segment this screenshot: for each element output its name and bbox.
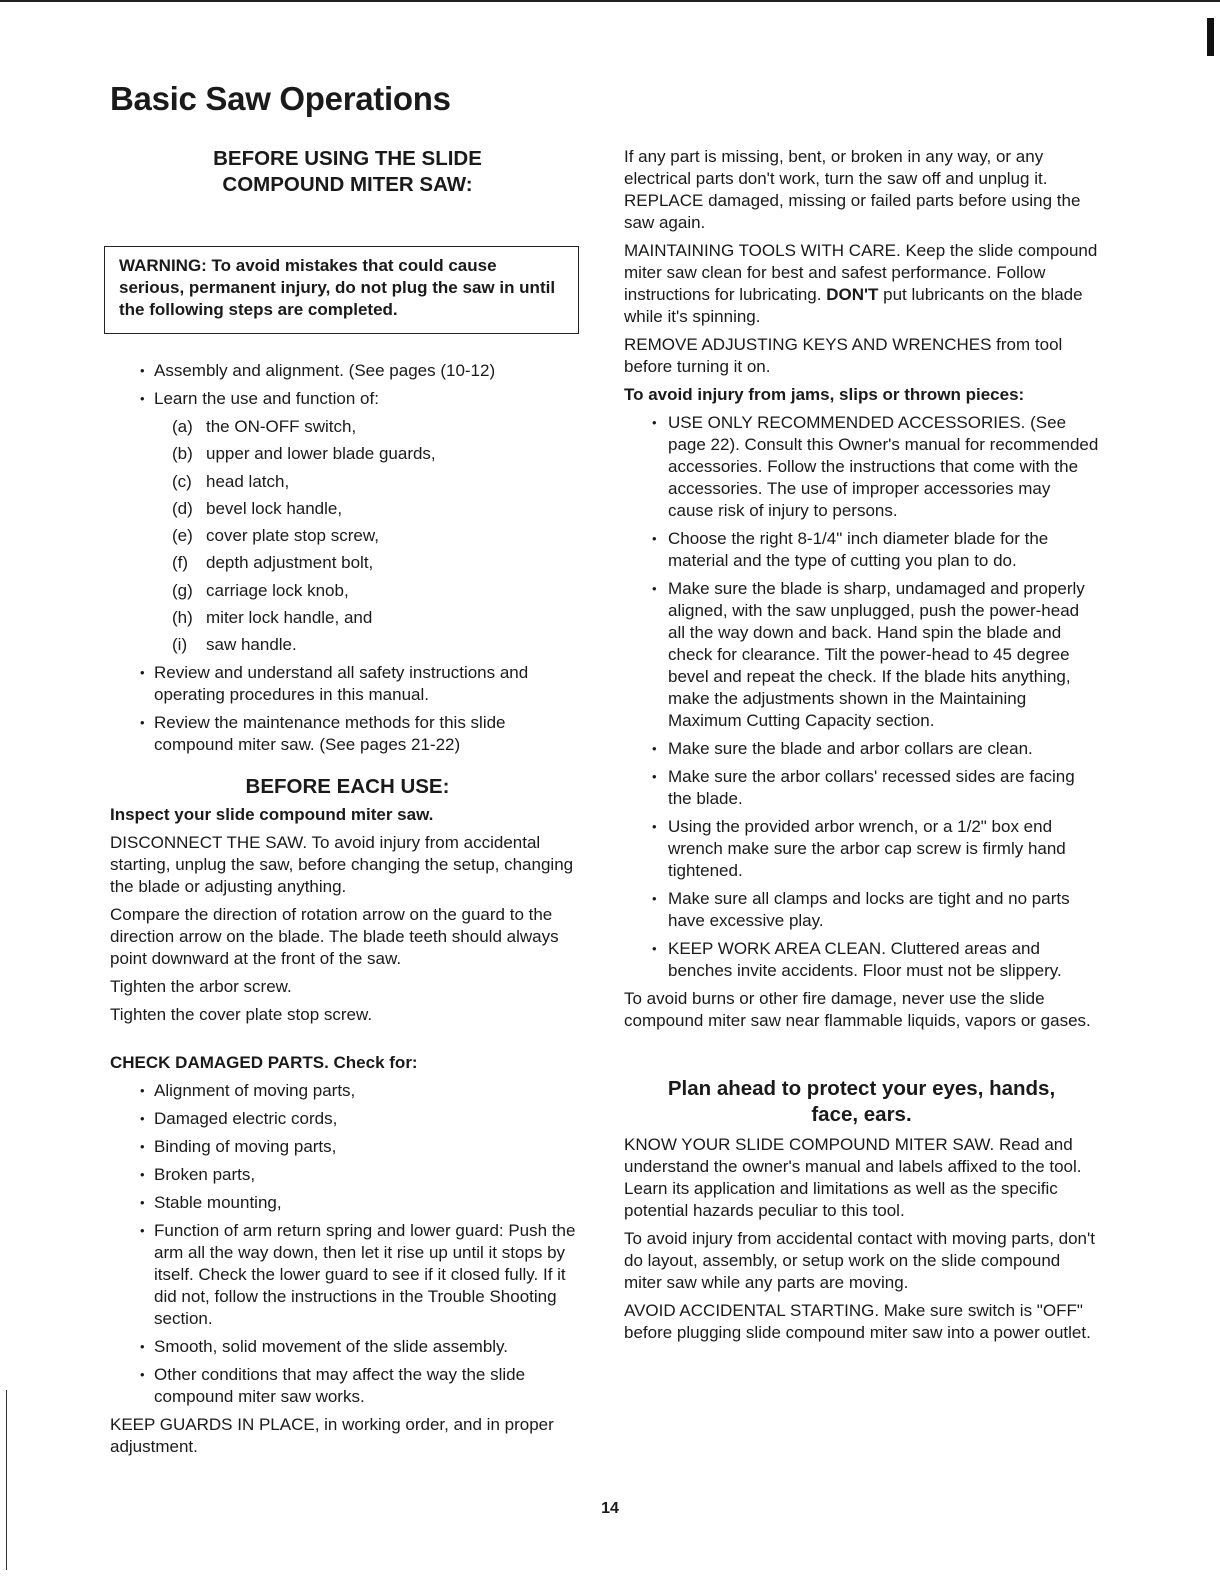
check-item: • Function of arm return spring and lower guard: Push the arm all the way down, then let it rise up until it stops by itself. Check the lower guard to see if it closed fully. If it did not, follow the instructions in the Trouble Shooting section. bbox=[110, 1220, 585, 1330]
learn-item-text: head latch, bbox=[206, 471, 290, 491]
learn-item bbox=[172, 552, 585, 574]
step-learn-intro: Learn the use and function of: bbox=[154, 389, 379, 408]
warning-box: WARNING: To avoid mistakes that could cause serious, permanent injury, do not plug the saw in until the following steps are completed. bbox=[104, 246, 579, 334]
learn-item-text: miter lock handle, and bbox=[206, 608, 373, 628]
jams-item: • KEEP WORK AREA CLEAN. Cluttered areas and benches invite accidents. Floor must not be slippery. bbox=[624, 938, 1099, 982]
jams-item: • Make sure the arbor collars' recessed sides are facing the blade. bbox=[624, 766, 1099, 810]
learn-item-text: the ON-OFF switch, bbox=[206, 417, 357, 436]
learn-item-label: (a) bbox=[172, 417, 193, 436]
learn-item-label: (i) bbox=[172, 635, 188, 655]
jams-item: • Using the provided arbor wrench, or a 1/2" box end wrench make sure the arbor cap screw is firmly hand tightened. bbox=[624, 816, 1099, 882]
tighten-arbor-paragraph: Tighten the arbor screw. bbox=[110, 977, 292, 997]
step-assembly: • Assembly and alignment. (See pages (10-12) bbox=[110, 360, 585, 382]
page-title: Basic Saw Operations bbox=[110, 80, 451, 117]
check-items-list bbox=[110, 1080, 585, 1408]
page-number: 14 bbox=[601, 1500, 619, 1517]
learn-item-text: saw handle. bbox=[206, 635, 297, 655]
missing-parts-paragraph: If any part is missing, bent, or broken in any way, or any electrical parts don't work, turn the saw off and unplug it. REPLACE damaged, missing or failed parts before using the saw again. bbox=[624, 147, 1081, 232]
learn-item-label: (b) bbox=[172, 444, 193, 464]
keep-guards-paragraph: KEEP GUARDS IN PLACE, in working order, and in proper adjustment. bbox=[110, 1415, 554, 1457]
before-each-use-heading: BEFORE EACH USE: bbox=[245, 775, 450, 799]
inspect-heading: Inspect your slide compound miter saw. bbox=[110, 805, 434, 825]
learn-item-text: carriage lock knob, bbox=[206, 580, 349, 600]
know-saw-paragraph: KNOW YOUR SLIDE COMPOUND MITER SAW. Read and understand the owner's manual and labels affixed to the tool. Learn its application and limitations as well as the specific potential hazards peculiar to this tool. bbox=[624, 1135, 1082, 1220]
check-item: • Smooth, solid movement of the slide assembly. bbox=[110, 1336, 585, 1358]
learn-item bbox=[172, 580, 585, 602]
learn-item bbox=[172, 607, 585, 629]
learn-item bbox=[172, 471, 585, 493]
learn-item-label: (d) bbox=[172, 498, 193, 518]
learn-item-label: (e) bbox=[172, 526, 193, 546]
check-item: • Alignment of moving parts, bbox=[110, 1080, 585, 1102]
check-item: • Broken parts, bbox=[110, 1164, 585, 1186]
edge-tab-mark bbox=[1207, 18, 1214, 56]
learn-item-label: (f) bbox=[172, 553, 189, 573]
jams-items-list bbox=[624, 412, 1099, 982]
jams-heading: To avoid injury from jams, slips or thrown pieces: bbox=[624, 385, 1025, 404]
plan-ahead-heading-line1: Plan ahead to protect your eyes, hands, bbox=[667, 1077, 1056, 1100]
compare-paragraph: Compare the direction of rotation arrow on the guard to the direction arrow on the blade. The blade teeth should always point downward at the front of the saw. bbox=[110, 905, 559, 969]
learn-item bbox=[172, 634, 585, 656]
plan-ahead-heading bbox=[624, 1076, 1099, 1128]
before-using-heading-line1: BEFORE USING THE SLIDE bbox=[213, 147, 482, 170]
step-review-safety: • Review and understand all safety instructions and operating procedures in this manual. bbox=[110, 662, 585, 706]
learn-item bbox=[172, 498, 585, 520]
check-item: • Other conditions that may affect the way the slide compound miter saw works. bbox=[110, 1364, 585, 1408]
learn-item-text: depth adjustment bolt, bbox=[206, 553, 374, 573]
before-using-steps bbox=[110, 360, 585, 756]
jams-item: • Choose the right 8-1/4" inch diameter blade for the material and the type of cutting you plan to do. bbox=[624, 528, 1099, 572]
disconnect-paragraph: DISCONNECT THE SAW. To avoid injury from accidental starting, unplug the saw, before changing the setup, changing the blade or adjusting anything. bbox=[110, 833, 574, 897]
check-damaged-heading: CHECK DAMAGED PARTS. Check for: bbox=[110, 1053, 418, 1073]
check-item: • Binding of moving parts, bbox=[110, 1136, 585, 1158]
learn-item-label: (g) bbox=[172, 580, 193, 600]
maintaining-text-b: put lubricants on the blade while it's spinning. bbox=[624, 285, 1083, 326]
tighten-cover-paragraph: Tighten the cover plate stop screw. bbox=[110, 1005, 373, 1025]
check-item: • Stable mounting, bbox=[110, 1192, 585, 1214]
learn-item bbox=[172, 416, 585, 438]
before-using-heading-line2: COMPOUND MITER SAW: bbox=[222, 173, 473, 196]
before-using-heading bbox=[110, 146, 585, 198]
maintaining-paragraph bbox=[624, 240, 1099, 328]
learn-item-text: upper and lower blade guards, bbox=[206, 444, 436, 464]
jams-item: • Make sure the blade is sharp, undamaged and properly aligned, with the saw unplugged, push the power-head all the way down and back. Hand spin the blade and check for clearance. Tilt the power-head to 45 degree bevel and repeat the check. If the blade hits anything, make the adjustments shown in the Maintaining Maximum Cutting Capacity section. bbox=[624, 578, 1099, 732]
jams-item: • Make sure all clamps and locks are tight and no parts have excessive play. bbox=[624, 888, 1099, 932]
right-column bbox=[624, 146, 1099, 1350]
left-border-rule bbox=[6, 1390, 7, 1570]
left-column bbox=[110, 146, 585, 1464]
step-review-maintenance: • Review the maintenance methods for this slide compound miter saw. (See pages 21-22) bbox=[110, 712, 585, 756]
maintaining-dont: DON'T bbox=[826, 285, 879, 304]
learn-item-label: (c) bbox=[172, 471, 192, 491]
jams-item: • USE ONLY RECOMMENDED ACCESSORIES. (See page 22). Consult this Owner's manual for recommended accessories. Follow the instructions that come with the accessories. The use of improper accessories may cause risk of injury to persons. bbox=[624, 412, 1099, 522]
avoid-contact-paragraph: To avoid injury from accidental contact with moving parts, don't do layout, assembly, or setup work on the slide compound miter saw while any parts are moving. bbox=[624, 1229, 1095, 1292]
learn-items-list bbox=[154, 416, 585, 656]
remove-keys-paragraph: REMOVE ADJUSTING KEYS AND WRENCHES from tool before turning it on. bbox=[624, 335, 1063, 376]
plan-ahead-heading-line2: face, ears. bbox=[811, 1103, 912, 1126]
learn-item-text: cover plate stop screw, bbox=[206, 526, 379, 546]
top-border-rule bbox=[0, 0, 1220, 2]
avoid-starting-paragraph: AVOID ACCIDENTAL STARTING. Make sure switch is "OFF" before plugging slide compound miter saw into a power outlet. bbox=[624, 1301, 1091, 1342]
step-learn bbox=[110, 388, 585, 656]
learn-item bbox=[172, 443, 585, 465]
jams-item: • Make sure the blade and arbor collars are clean. bbox=[624, 738, 1099, 760]
burns-paragraph: To avoid burns or other fire damage, never use the slide compound miter saw near flammable liquids, vapors or gases. bbox=[624, 989, 1091, 1030]
check-item: • Damaged electric cords, bbox=[110, 1108, 585, 1130]
learn-item-text: bevel lock handle, bbox=[206, 498, 343, 518]
learn-item bbox=[172, 525, 585, 547]
maintaining-text-a: MAINTAINING TOOLS WITH CARE. Keep the slide compound miter saw clean for best and safest performance. Follow instructions for lubricating. bbox=[624, 241, 1098, 304]
learn-item-label: (h) bbox=[172, 608, 193, 628]
